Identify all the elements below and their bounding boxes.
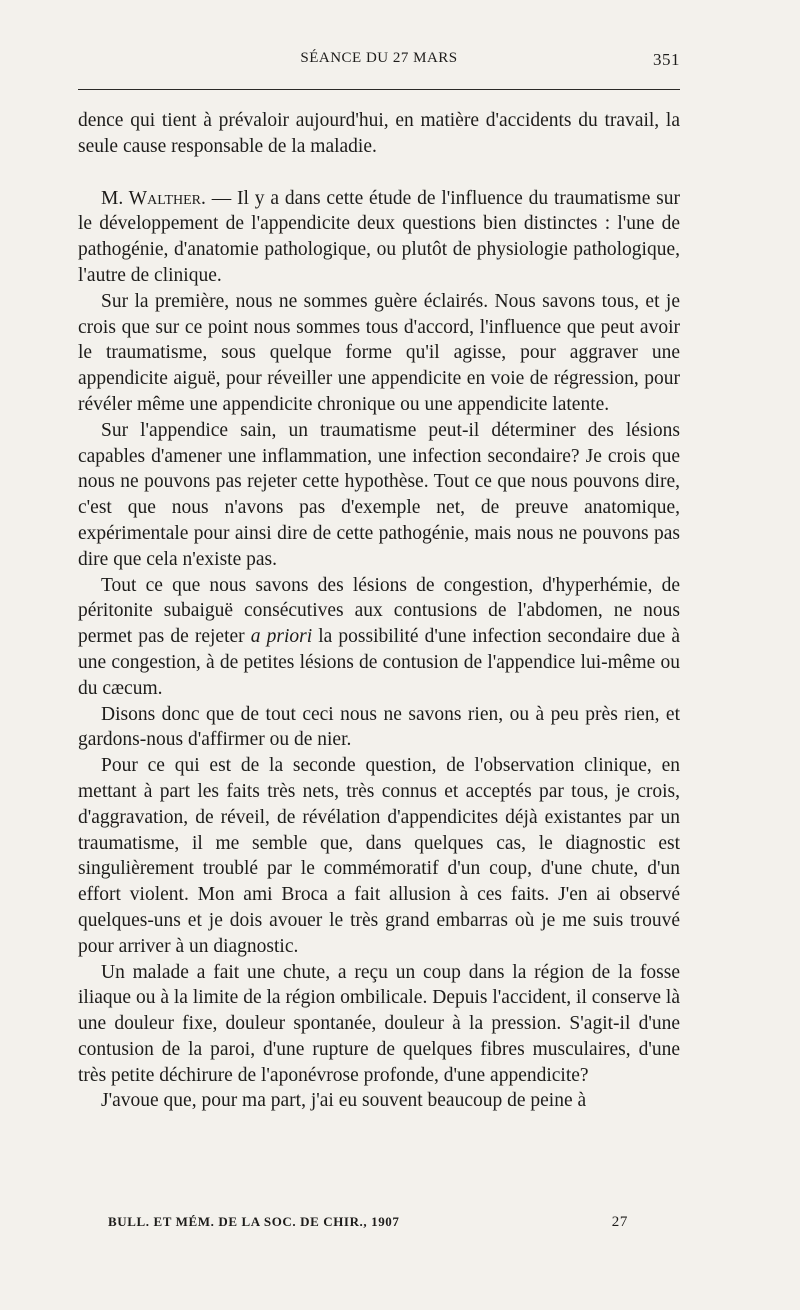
paragraph: J'avoue que, pour ma part, j'ai eu souvent beaucoup de peine à bbox=[101, 1090, 587, 1112]
paragraph bbox=[78, 573, 680, 702]
paragraph-text: — Il y a dans cette étude de l'influence du traumatisme sur le développement de l'appendicite deux questions bien distinctes : l'une de pathogénie, d'anatomie pathologique, ou plutôt de physiologie pathologique, l'autre de clinique. bbox=[78, 187, 681, 286]
signature-number: 27 bbox=[611, 1214, 628, 1230]
header-rule bbox=[78, 89, 680, 90]
journal-citation: BULL. ET MÉM. DE LA SOC. DE CHIR., 1907 bbox=[108, 1214, 400, 1229]
paragraph: Disons donc que de tout ceci nous ne savons rien, ou à peu près rien, et gardons-nous d'affirmer ou de nier. bbox=[78, 703, 680, 751]
paragraph: Sur l'appendice sain, un traumatisme peut-il déterminer des lésions capables d'amener une inflammation, une infection secondaire? Je crois que nous ne pouvons pas rejeter cette hypothèse. Tout ce que nous pouvons dire, c'est que nous n'avons pas d'exemple net, de preuve anatomique, expérimentale pour ainsi dire de cette pathogénie, mais nous ne pouvons pas dire que cela n'existe pas. bbox=[78, 419, 680, 570]
paragraph: dence qui tient à prévaloir aujourd'hui, en matière d'accidents du travail, la seule cause responsable de la maladie. bbox=[78, 110, 680, 157]
paragraph-walther bbox=[78, 186, 680, 289]
paragraph: Un malade a fait une chute, a reçu un coup dans la région de la fosse iliaque ou à la limite de la région ombilicale. Depuis l'accident, il conserve là une douleur fixe, douleur spontanée, douleur à la pression. S'agit-il d'une contusion de la paroi, d'une rupture de quelques fibres musculaires, d'une très petite déchirure de l'aponévrose profonde, d'une appendicite? bbox=[78, 961, 680, 1086]
footer bbox=[108, 1214, 628, 1234]
paragraph: Sur la première, nous ne sommes guère éclairés. Nous savons tous, et je crois que sur ce point nous sommes tous d'accord, l'influence que peut avoir le traumatisme, sous quelque forme qu'il agisse, pour aggraver une appendicite aiguë, pour réveiller une appendicite en voie de régression, pour révéler même une appendicite chronique ou une appendicite latente. bbox=[78, 290, 680, 415]
body-text bbox=[78, 108, 680, 1114]
running-header bbox=[78, 50, 680, 74]
italic-term: a priori bbox=[250, 626, 313, 648]
paragraph: Pour ce qui est de la seconde question, de l'observation clinique, en mettant à part les faits très nets, très connus et acceptés par tous, je crois, d'aggravation, de réveil, de révélation d'appendicites déjà existantes par un traumatisme, il me semble que, dans quelques cas, le diagnostic est singulièrement troublé par le commémoratif d'un coup, d'une chute, d'un effort violent. Mon ami Broca a fait allusion à ces faits. J'en ai observé quelques-uns et je dois avouer le très grand embarras où je me suis trouvé pour arriver à un diagnostic. bbox=[78, 755, 680, 957]
paragraph-text: la possibilité d'une infection secondaire due à une congestion, à de petites lésions de contusion de l'appendice lui-même ou du cæcum. bbox=[78, 626, 681, 699]
speaker-name: M. Walther. bbox=[101, 187, 206, 209]
paragraph-text: Tout ce que nous savons des lésions de congestion, d'hyperhémie, de péritonite subaiguë consécutives aux contusions de l'abdomen, ne nous permet pas de rejeter bbox=[78, 574, 680, 648]
running-title: SÉANCE DU 27 MARS bbox=[300, 50, 458, 66]
page-number: 351 bbox=[653, 50, 680, 69]
